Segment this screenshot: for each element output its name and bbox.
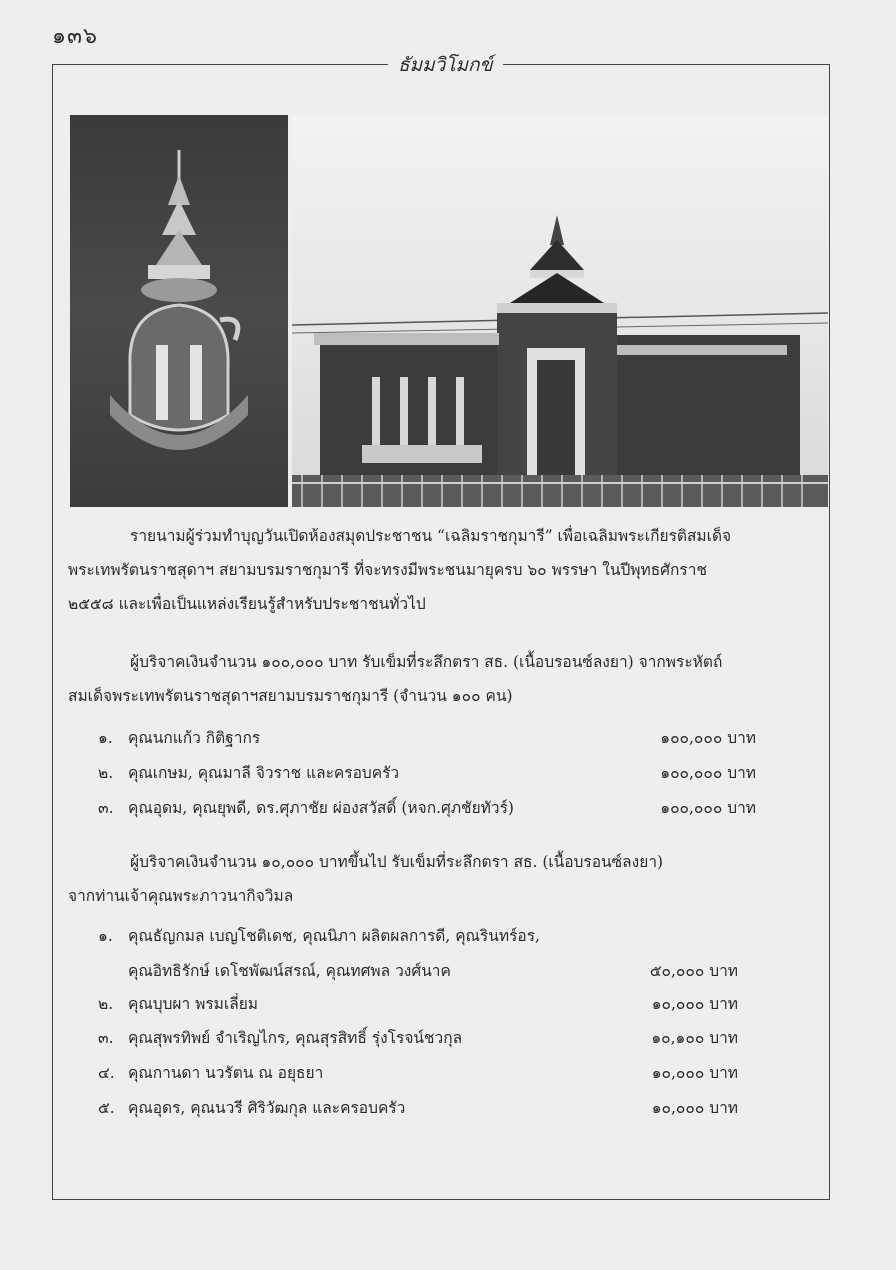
section2-item-no: ๕. (98, 1099, 115, 1117)
section2-item-name: คุณธัญกมล เบญโชติเดช, คุณนิภา ผลิตผลการดี, คุณรินทร์อร, (128, 927, 540, 945)
page-header-title: ธัมมวิโมกข์ (388, 50, 503, 80)
page-number: ๑๓๖ (52, 24, 98, 49)
intro-line-3: ๒๕๕๘ และเพื่อเป็นแหล่งเรียนรู้สำหรับประชาชนทั่วไป (68, 595, 426, 613)
section1-item-name: คุณอุดม, คุณยุพดี, ดร.ศุภาชัย ผ่องสวัสดิ์ (หจก.ศุภชัยทัวร์) (128, 799, 514, 817)
section2-line-2: จากท่านเจ้าคุณพระภาวนากิจวิมล (68, 887, 294, 905)
section1-item-amount: ๑๐๐,๐๐๐ บาท (660, 764, 756, 782)
section2-item-amount: ๑๐,๐๐๐ บาท (651, 1099, 738, 1117)
section2-item-name: คุณสุพรทิพย์ จำเริญไกร, คุณสุรสิทธิ์ รุ่งโรจน์ชวกุล (128, 1029, 463, 1047)
section2-item-name-cont: คุณอิทธิรักษ์ เดโชพัฒน์สรณ์, คุณทศพล วงศ์นาค (128, 962, 451, 980)
section2-item-name: คุณบุบผา พรมเลี่ยม (128, 995, 258, 1013)
intro-line-2: พระเทพรัตนราชสุดาฯ สยามบรมราชกุมารี ที่จะทรงมีพระชนมายุครบ ๖๐ พรรษา ในปีพุทธศักราช (68, 561, 707, 579)
section2-item-amount: ๕๐,๐๐๐ บาท (649, 962, 738, 980)
section2-item-amount: ๑๐,๑๐๐ บาท (651, 1029, 738, 1047)
section1-item-name: คุณนกแก้ว กิติฐากร (128, 729, 261, 747)
section2-item-no: ๑. (98, 927, 113, 945)
section2-item-name: คุณอุดร, คุณนวรี ศิริวัฒกุล และครอบครัว (128, 1099, 406, 1117)
section1-item-no: ๒. (98, 764, 114, 782)
section1-item-no: ๑. (98, 729, 113, 747)
section1-line-2: สมเด็จพระเทพรัตนราชสุดาฯสยามบรมราชกุมารี (จำนวน ๑๐๐ คน) (68, 687, 513, 705)
section2-item-no: ๒. (98, 995, 114, 1013)
section1-item-amount: ๑๐๐,๐๐๐ บาท (660, 799, 756, 817)
section2-line-1: ผู้บริจาคเงินจำนวน ๑๐,๐๐๐ บาทขึ้นไป รับเข็มที่ระลึกตรา สธ. (เนื้อบรอนซ์ลงยา) (130, 853, 664, 871)
library-building-photo (292, 115, 828, 507)
section2-item-no: ๔. (98, 1064, 115, 1082)
section2-item-amount: ๑๐,๐๐๐ บาท (651, 1064, 738, 1082)
royal-emblem-photo (70, 115, 288, 507)
section1-line-1: ผู้บริจาคเงินจำนวน ๑๐๐,๐๐๐ บาท รับเข็มที่ระลึกตรา สธ. (เนื้อบรอนซ์ลงยา) จากพระหัตถ์ (130, 653, 723, 671)
royal-emblem-illustration (70, 115, 288, 507)
library-building-illustration (292, 115, 828, 507)
section1-item-no: ๓. (98, 799, 114, 817)
section2-item-amount: ๑๐,๐๐๐ บาท (651, 995, 738, 1013)
section2-item-no: ๓. (98, 1029, 114, 1047)
section1-item-amount: ๑๐๐,๐๐๐ บาท (660, 729, 756, 747)
section2-item-name: คุณกานดา นวรัตน ณ อยุธยา (128, 1064, 324, 1082)
intro-line-1: รายนามผู้ร่วมทำบุญวันเปิดห้องสมุดประชาชน “เฉลิมราชกุมารี” เพื่อเฉลิมพระเกียรติสมเด็จ (130, 527, 732, 545)
section1-item-name: คุณเกษม, คุณมาลี จิวราช และครอบครัว (128, 764, 400, 782)
